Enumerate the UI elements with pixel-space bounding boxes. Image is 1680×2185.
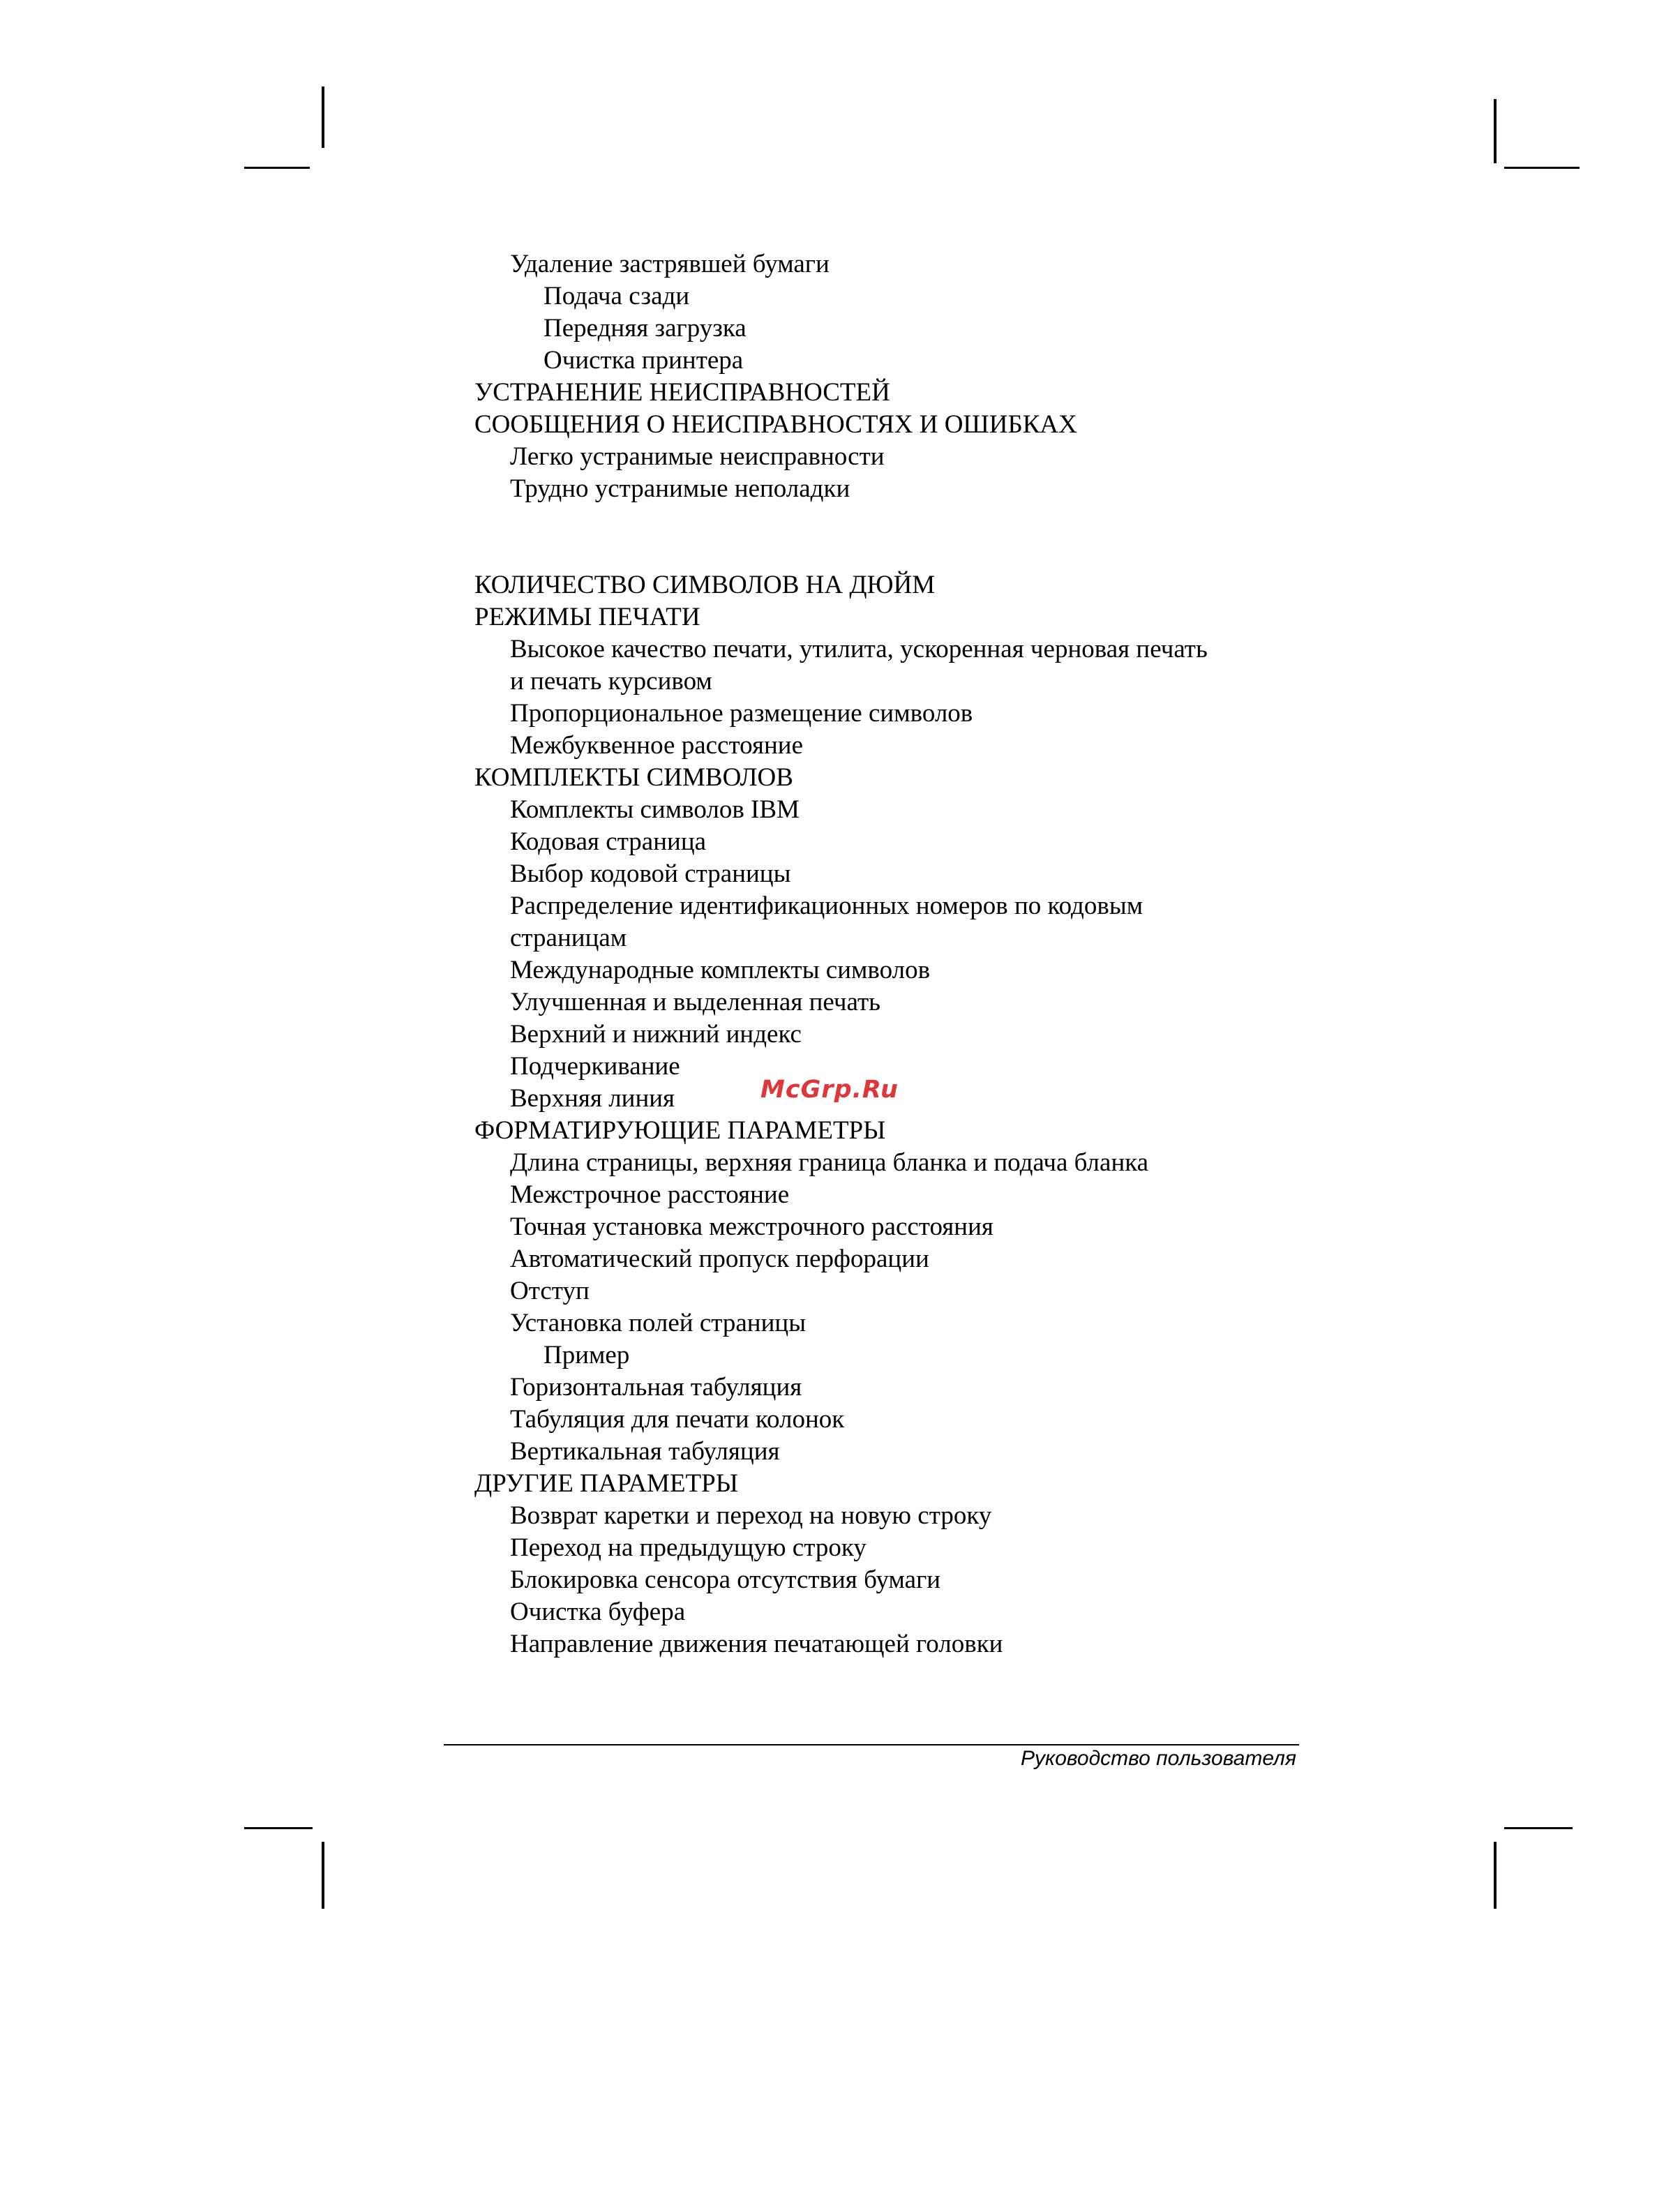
toc-entry: Отступ <box>510 1277 590 1305</box>
toc-entry: Комплекты символов IBM <box>510 795 800 824</box>
toc-entry: Подача сзади <box>543 282 690 310</box>
toc-entry: Блокировка сенсора отсутствия бумаги <box>510 1565 941 1594</box>
crop-mark-top-left-vertical <box>322 87 324 148</box>
toc-entry: ДРУГИЕ ПАРАМЕТРЫ <box>474 1469 739 1498</box>
crop-mark-top-left-horizontal <box>244 167 310 169</box>
toc-entry: Длина страницы, верхняя граница бланка и подача бланка <box>510 1148 1149 1177</box>
toc-entry: КОМПЛЕКТЫ СИМВОЛОВ <box>474 763 793 792</box>
toc-entry: Точная установка межстрочного расстояния <box>510 1212 993 1241</box>
toc-entry: Удаление застрявшей бумаги <box>510 250 830 278</box>
toc-entry: Установка полей страницы <box>510 1309 807 1337</box>
toc-entry: Пропорциональное размещение символов <box>510 699 973 728</box>
toc-entry: Возврат каретки и переход на новую строку <box>510 1501 992 1530</box>
toc-entry: Пример <box>543 1341 630 1369</box>
toc-spacer <box>474 537 1312 569</box>
toc-entry: Международные комплекты символов <box>510 956 931 984</box>
toc-entry: Верхняя линия <box>510 1084 675 1113</box>
toc-entry: Кодовая страница <box>510 827 707 856</box>
crop-mark-bottom-right-horizontal <box>1504 1827 1573 1829</box>
crop-mark-bottom-right-vertical <box>1494 1842 1497 1909</box>
toc-entry: Легко устранимые неисправности <box>510 442 885 471</box>
toc-entry: страницам <box>510 924 627 952</box>
toc-entry: Вертикальная табуляция <box>510 1437 780 1466</box>
toc-entry: Верхний и нижний индекс <box>510 1020 802 1049</box>
crop-mark-bottom-left-vertical <box>322 1842 324 1909</box>
toc-entry: Межстрочное расстояние <box>510 1180 790 1209</box>
toc-entry: Передняя загрузка <box>543 314 747 343</box>
toc-entry: Высокое качество печати, утилита, ускоренная черновая печать <box>510 635 1208 663</box>
footer-title: Руководство пользователя <box>1021 1747 1296 1770</box>
toc-entry: КОЛИЧЕСТВО СИМВОЛОВ НА ДЮЙМ <box>474 571 936 599</box>
toc-entry: Очистка принтера <box>543 346 744 375</box>
crop-mark-top-right-vertical <box>1494 99 1497 163</box>
watermark: McGrp.Ru <box>760 1076 899 1104</box>
toc-entry: Переход на предыдущую строку <box>510 1533 867 1562</box>
toc-entry: Направление движения печатающей головки <box>510 1630 1003 1658</box>
crop-mark-top-right-horizontal <box>1504 167 1580 169</box>
toc-entry: Табуляция для печати колонок <box>510 1405 845 1434</box>
toc-entry: Очистка буфера <box>510 1598 686 1626</box>
toc-entry: Улучшенная и выделенная печать <box>510 988 881 1016</box>
toc-entry: Горизонтальная табуляция <box>510 1373 802 1402</box>
toc-entry: и печать курсивом <box>510 667 712 696</box>
toc-entry: РЕЖИМЫ ПЕЧАТИ <box>474 603 700 631</box>
toc-entry: ФОРМАТИРУЮЩИЕ ПАРАМЕТРЫ <box>474 1116 886 1145</box>
table-of-contents <box>474 248 1312 1660</box>
toc-entry: Распределение идентификационных номеров по кодовым <box>510 892 1143 920</box>
toc-entry: УСТРАНЕНИЕ НЕИСПРАВНОСТЕЙ <box>474 378 890 407</box>
footer-divider <box>444 1744 1299 1745</box>
toc-entry: Выбор кодовой страницы <box>510 859 791 888</box>
toc-entry: Трудно устранимые неполадки <box>510 474 850 503</box>
toc-entry: Автоматический пропуск перфорации <box>510 1245 929 1273</box>
toc-entry: Подчеркивание <box>510 1052 680 1081</box>
toc-entry: Межбуквенное расстояние <box>510 731 803 760</box>
toc-entry: СООБЩЕНИЯ О НЕИСПРАВНОСТЯХ И ОШИБКАХ <box>474 410 1077 439</box>
crop-mark-bottom-left-horizontal <box>244 1827 313 1829</box>
toc-spacer <box>474 505 1312 537</box>
